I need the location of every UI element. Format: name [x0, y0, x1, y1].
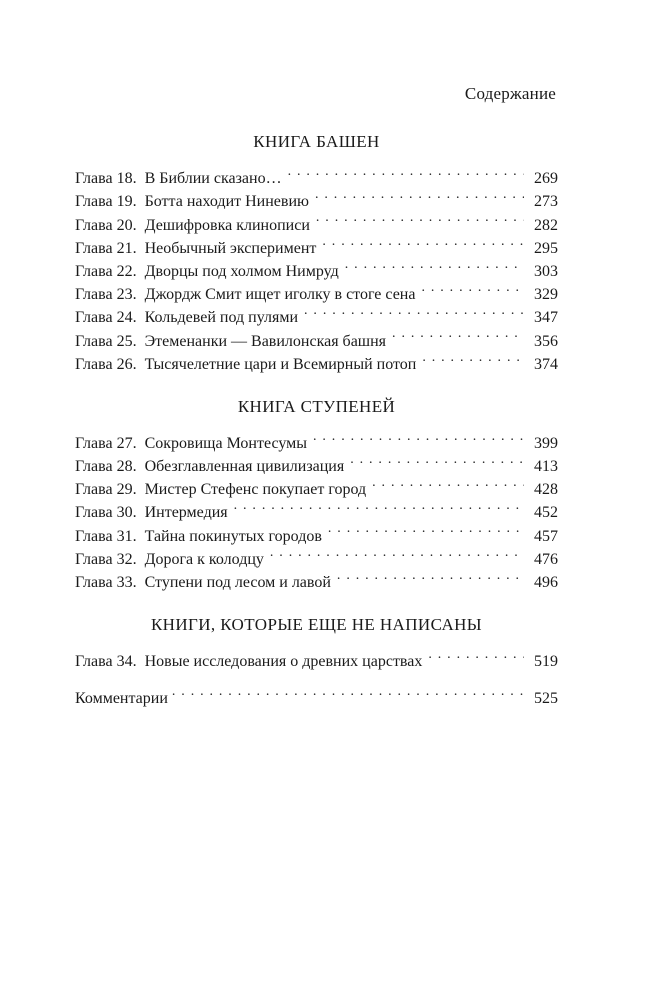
- page-number: 374: [534, 355, 558, 373]
- page-number: 399: [534, 434, 558, 452]
- dot-leader: [304, 299, 524, 322]
- dot-leader: [234, 494, 524, 517]
- dot-leader: [328, 517, 524, 540]
- chapter-title: Сокровища Монтесумы: [144, 434, 307, 452]
- dot-leader: [270, 541, 524, 564]
- chapter-title: Интермедия: [144, 504, 228, 522]
- chapter-number: Глава 28.: [75, 458, 137, 476]
- dot-leader: [428, 643, 524, 666]
- section-title-unwritten-books: КНИГИ, КОТОРЫЕ ЕЩЕ НЕ НАПИСАНЫ: [150, 615, 483, 634]
- chapter-title: Ступени под лесом и лавой: [144, 574, 331, 591]
- chapter-number: Глава 30.: [75, 504, 137, 522]
- page-number: 303: [534, 262, 558, 280]
- page-number: 282: [534, 216, 558, 234]
- running-head: Содержание: [464, 84, 556, 103]
- page-number: 428: [534, 481, 558, 499]
- page-number: 269: [534, 170, 558, 188]
- dot-leader: [313, 425, 524, 448]
- chapter-title: Джордж Смит ищет иголку в стоге сена: [144, 286, 416, 304]
- page-number: 457: [534, 527, 558, 545]
- chapter-number: Глава 23.: [75, 286, 137, 304]
- chapter-number: Глава 24.: [75, 309, 137, 327]
- page-number: 329: [534, 286, 558, 304]
- chapter-title: Дешифровка клинописи: [144, 216, 310, 234]
- chapter-title: Этеменанки — Вавилонская башня: [144, 332, 387, 350]
- chapter-number: Глава 22.: [75, 262, 137, 280]
- section-title-towers: КНИГА БАШЕН: [253, 132, 380, 151]
- dot-leader: [322, 230, 524, 253]
- dot-leader: [172, 680, 524, 703]
- dot-leader: [422, 346, 524, 369]
- dot-leader: [421, 276, 524, 299]
- page-number: 413: [534, 458, 558, 476]
- chapter-title: Новые исследования о древних царствах: [144, 653, 423, 671]
- chapter-title: Обезглавленная цивилизация: [144, 458, 345, 476]
- page-number: 496: [534, 574, 558, 591]
- chapter-number: Глава 26.: [75, 355, 137, 373]
- chapter-number: Глава 20.: [75, 216, 137, 234]
- page-number: 273: [534, 193, 558, 211]
- dot-leader: [350, 448, 524, 471]
- chapter-title: Ботта находит Ниневию: [144, 193, 309, 211]
- chapter-number: Глава 18.: [75, 170, 137, 188]
- dot-leader: [316, 206, 524, 229]
- page-number: 476: [534, 550, 558, 568]
- chapter-title: Кольдевей под пулями: [144, 309, 299, 327]
- page-number: 356: [534, 332, 558, 350]
- chapter-title: Мистер Стефенс покупает город: [144, 481, 367, 499]
- dot-leader: [372, 471, 524, 494]
- dot-leader: [392, 322, 524, 345]
- comments-title: Комментарии: [75, 690, 168, 708]
- toc-entry: [75, 425, 558, 452]
- table-of-contents: [75, 130, 558, 708]
- chapter-title: В Библии сказано…: [144, 170, 282, 188]
- chapter-number: Глава 29.: [75, 481, 137, 499]
- chapter-number: Глава 31.: [75, 527, 137, 545]
- chapter-title: Дворцы под холмом Нимруд: [144, 262, 339, 280]
- chapter-number: Глава 32.: [75, 550, 137, 568]
- dot-leader: [288, 160, 524, 183]
- chapter-title: Необычный эксперимент: [144, 239, 317, 257]
- toc-entry: [75, 643, 558, 671]
- chapter-number: Глава 19.: [75, 193, 137, 211]
- chapter-number: Глава 34.: [75, 653, 137, 671]
- chapter-title: Тысячелетние цари и Всемирный потоп: [144, 355, 417, 373]
- chapter-number: Глава 33.: [75, 574, 137, 591]
- toc-entry: [75, 160, 558, 188]
- dot-leader: [337, 564, 524, 587]
- page-number: 295: [534, 239, 558, 257]
- section-title-steps: КНИГА СТУПЕНЕЙ: [237, 396, 396, 416]
- toc-entry-comments: [75, 680, 558, 708]
- dot-leader: [315, 183, 524, 206]
- page-number: 347: [534, 309, 558, 327]
- page-number: 525: [534, 690, 558, 708]
- chapter-number: Глава 27.: [75, 434, 137, 452]
- dot-leader: [345, 253, 524, 276]
- chapter-number: Глава 25.: [75, 332, 137, 350]
- page-number: 452: [534, 504, 558, 522]
- chapter-title: Тайна покинутых городов: [144, 527, 322, 545]
- chapter-number: Глава 21.: [75, 239, 137, 257]
- page-number: 519: [534, 653, 558, 671]
- chapter-title: Дорога к колодцу: [144, 550, 264, 568]
